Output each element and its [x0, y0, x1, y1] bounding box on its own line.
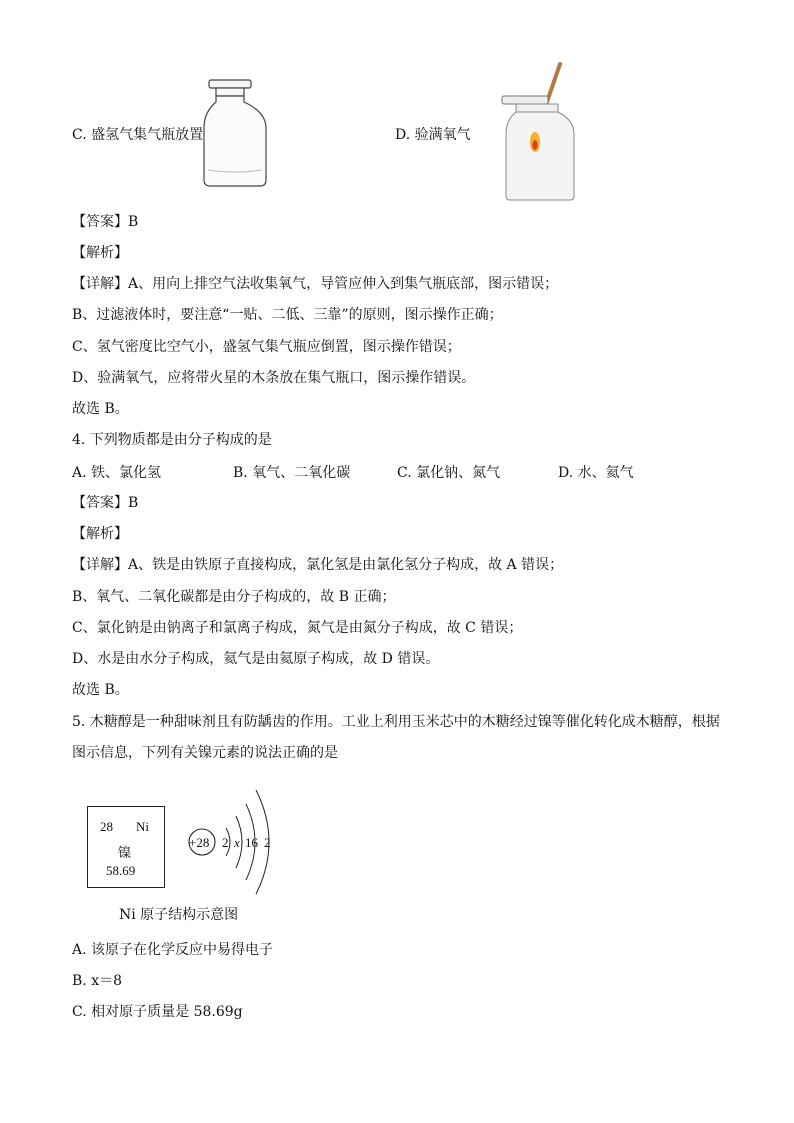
q3-option-d: D. 验满氧气 [395, 127, 471, 143]
q4-option-c: C. 氯化钠、氮气 [397, 465, 501, 481]
q5-option-a: A. 该原子在化学反应中易得电子 [72, 942, 274, 958]
q4-analysis-line: D、水是由水分子构成，氦气是由氦原子构成，故 D 错误。 [72, 651, 440, 667]
q5-stem-line-2: 图示信息，下列有关镍元素的说法正确的是 [72, 745, 338, 761]
q4-analysis-line: 【详解】A、铁是由铁原子直接构成，氯化氢是由氯化氢分子构成，故 A 错误； [72, 557, 564, 573]
q3-analysis-line: 【详解】A、用向上排空气法收集氧气，导管应伸入到集气瓶底部，图示错误； [72, 276, 559, 292]
q5-option-c: C. 相对原子质量是 58.69g [72, 1004, 243, 1020]
q3-option-c: C. 盛氢气集气瓶放置 [72, 127, 204, 143]
q4-option-b: B. 氧气、二氧化碳 [233, 465, 351, 481]
q5-option-b: B. x＝8 [72, 973, 122, 989]
q4-answer: 【答案】B [72, 495, 139, 511]
q4-analysis-line: C、氯化钠是由钠离子和氯离子构成，氮气是由氮分子构成，故 C 错误； [72, 620, 523, 636]
element-name: 镍 [118, 846, 132, 861]
q3-conclusion: 故选 B。 [72, 401, 129, 417]
q4-conclusion: 故选 B。 [72, 682, 129, 698]
q4-option-d: D. 水、氦气 [558, 465, 634, 481]
q3-analysis-line: B、过滤液体时，要注意“一贴、二低、三靠”的原则，图示操作正确； [72, 307, 503, 323]
shell-electrons: 2 [222, 835, 229, 850]
q5-stem-line-1: 5. 木糖醇是一种甜味剂且有防龋齿的作用。工业上利用玉米芯中的木糖经过镍等催化转化成木糖醇，根据 [72, 714, 720, 730]
q3-analysis-line: D、验满氧气，应将带火星的木条放在集气瓶口，图示操作错误。 [72, 370, 476, 386]
shell-electrons: 16 [245, 835, 258, 850]
q3-answer: 【答案】B [72, 214, 139, 230]
q3-analysis-label: 【解析】 [72, 245, 128, 261]
element-symbol: Ni [136, 819, 149, 834]
q4-analysis-label: 【解析】 [72, 526, 128, 542]
element-info-box [87, 806, 165, 888]
shell-electrons: 2 [264, 835, 271, 850]
atomic-number: 28 [100, 819, 113, 834]
figure-caption: Ni 原子结构示意图 [119, 907, 239, 923]
oxygen-test-figure [500, 62, 580, 204]
q3-analysis-line: C、氢气密度比空气小，盛氢气集气瓶应倒置，图示操作错误； [72, 339, 461, 355]
q4-option-a: A. 铁、氯化氢 [72, 465, 162, 481]
q4-stem: 4. 下列物质都是由分子构成的是 [72, 432, 272, 448]
shell-electrons: x [234, 835, 240, 850]
q4-analysis-line: B、氧气、二氧化碳都是由分子构成的，故 B 正确； [72, 589, 396, 605]
nucleus-charge: +28 [189, 835, 210, 850]
atomic-mass: 58.69 [106, 863, 136, 878]
hydrogen-bottle-figure [200, 78, 270, 190]
